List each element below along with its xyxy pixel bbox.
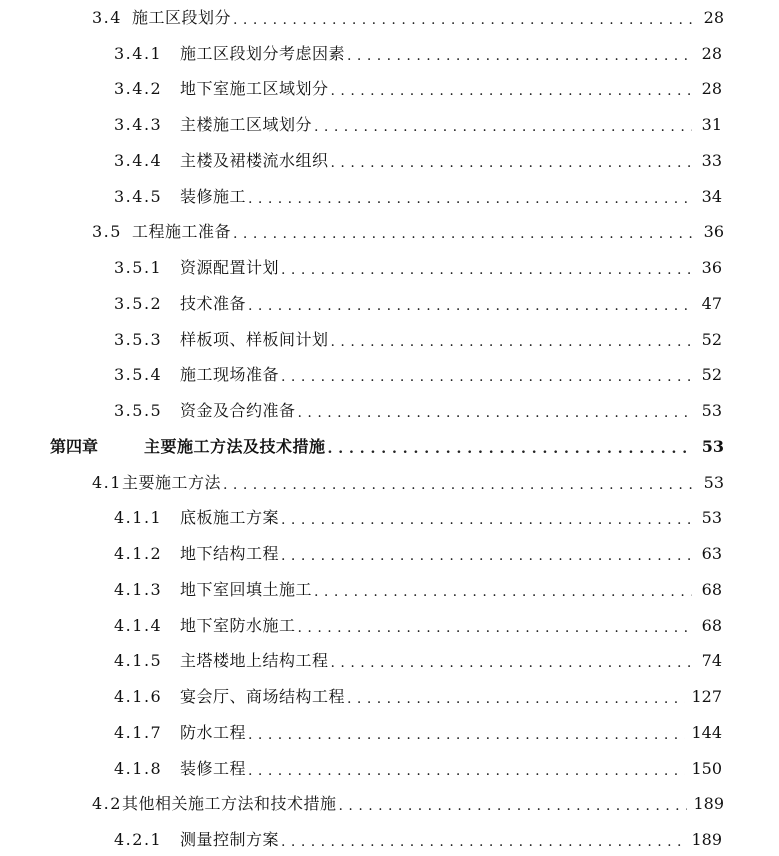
toc-entry-number: 3.4.4	[114, 151, 163, 170]
dot-leader	[281, 544, 692, 568]
toc-entry-4-1[interactable]	[92, 471, 724, 495]
dot-leader	[314, 115, 692, 139]
toc-entry-4-1-5[interactable]	[114, 649, 722, 673]
toc-entry-3-5-2[interactable]	[114, 292, 722, 316]
toc-entry-page: 36	[701, 258, 722, 277]
toc-entry-number: 4.1.6	[114, 687, 163, 706]
dot-leader	[248, 759, 685, 783]
dot-leader	[281, 508, 692, 532]
toc-chapter-number: 第四章	[50, 437, 99, 456]
toc-entry-4-1-3[interactable]	[114, 578, 722, 602]
toc-entry-number: 4.1.8	[114, 759, 163, 778]
toc-entry-title: 底板施工方案	[180, 508, 280, 527]
dot-leader	[248, 187, 692, 211]
toc-entry-page: 52	[701, 365, 722, 384]
toc-entry-number: 3.4	[92, 8, 122, 27]
toc-entry-page: 33	[701, 151, 722, 170]
toc-entry-page: 189	[691, 830, 722, 849]
toc-entry-title: 防水工程	[180, 723, 247, 742]
dot-leader	[223, 473, 694, 497]
toc-entry-4-1-8[interactable]	[114, 757, 722, 781]
toc-entry-number: 3.4.3	[114, 115, 163, 134]
dot-leader	[347, 44, 692, 68]
toc-entry-page: 127	[691, 687, 722, 706]
toc-entry-title: 测量控制方案	[180, 830, 280, 849]
toc-entry-3-4-1[interactable]	[114, 42, 722, 66]
toc-entry-4-1-6[interactable]	[114, 685, 722, 709]
toc-entry-4-1-7[interactable]	[114, 721, 722, 745]
toc-entry-page: 53	[703, 473, 724, 492]
dot-leader	[281, 365, 692, 389]
toc-chapter-4[interactable]	[50, 435, 724, 459]
toc-entry-page: 53	[701, 401, 722, 420]
toc-entry-page: 68	[701, 580, 722, 599]
toc-entry-page: 28	[701, 44, 722, 63]
toc-entry-4-2-1[interactable]	[114, 828, 722, 852]
toc-entry-title: 样板项、样板间计划	[180, 330, 329, 349]
toc-entry-title: 资源配置计划	[180, 258, 280, 277]
toc-entry-page: 68	[701, 616, 722, 635]
toc-entry-3-4-5[interactable]	[114, 185, 722, 209]
toc-entry-number: 4.1.7	[114, 723, 163, 742]
dot-leader	[314, 580, 692, 604]
toc-entry-page: 63	[701, 544, 722, 563]
dot-leader	[331, 79, 692, 103]
toc-entry-page: 47	[701, 294, 722, 313]
toc-entry-number: 3.5.1	[114, 258, 163, 277]
toc-entry-3-4[interactable]	[92, 6, 724, 30]
toc-entry-number: 3.5.3	[114, 330, 163, 349]
toc-entry-number: 4.1.2	[114, 544, 163, 563]
toc-entry-page: 28	[703, 8, 724, 27]
toc-entry-title: 地下室回填土施工	[180, 580, 313, 599]
toc-entry-number: 4.1.3	[114, 580, 163, 599]
dot-leader	[298, 401, 692, 425]
toc-entry-title: 装修工程	[180, 759, 247, 778]
toc-entry-title: 宴会厅、商场结构工程	[180, 687, 346, 706]
toc-entry-title: 资金及合约准备	[180, 401, 296, 420]
toc-entry-number: 4.2.1	[114, 830, 163, 849]
toc-entry-number: 3.4.5	[114, 187, 163, 206]
dot-leader	[281, 258, 692, 282]
toc-entry-number: 3.4.2	[114, 79, 163, 98]
toc-entry-page: 74	[701, 651, 722, 670]
dot-leader	[248, 294, 692, 318]
toc-entry-3-5-1[interactable]	[114, 256, 722, 280]
toc-entry-3-5-5[interactable]	[114, 399, 722, 423]
toc-entry-title: 装修施工	[180, 187, 247, 206]
toc-entry-page: 189	[693, 794, 724, 813]
toc-chapter-title: 主要施工方法及技术措施	[144, 437, 326, 456]
dot-leader	[248, 723, 685, 747]
toc-entry-title: 技术准备	[180, 294, 247, 313]
dot-leader	[331, 330, 692, 354]
toc-entry-3-4-3[interactable]	[114, 113, 722, 137]
toc-entry-number: 3.5.4	[114, 365, 163, 384]
dot-leader	[281, 830, 685, 854]
dot-leader	[331, 651, 692, 675]
toc-entry-number: 3.4.1	[114, 44, 163, 63]
toc-entry-title: 施工区段划分	[132, 8, 232, 27]
toc-entry-page: 144	[691, 723, 722, 742]
toc-entry-number: 4.1.5	[114, 651, 163, 670]
toc-entry-4-1-1[interactable]	[114, 506, 722, 530]
dot-leader	[298, 616, 692, 640]
toc-entry-title: 施工现场准备	[180, 365, 280, 384]
toc-entry-page: 150	[691, 759, 722, 778]
toc-entry-page: 34	[701, 187, 722, 206]
toc-entry-title: 施工区段划分考虑因素	[180, 44, 346, 63]
toc-entry-3-4-2[interactable]	[114, 77, 722, 101]
dot-leader	[233, 222, 694, 246]
toc-entry-4-2[interactable]	[92, 792, 724, 816]
dot-leader	[331, 151, 692, 175]
toc-entry-number: 3.5	[92, 222, 122, 241]
dot-leader	[328, 437, 694, 461]
toc-entry-title: 主楼施工区域划分	[180, 115, 313, 134]
toc-entry-number: 4.2	[92, 794, 122, 813]
toc-entry-title: 主要施工方法	[122, 473, 222, 492]
toc-entry-page: 36	[703, 222, 724, 241]
toc-entry-3-5[interactable]	[92, 220, 724, 244]
toc-entry-title: 地下室施工区域划分	[180, 79, 329, 98]
toc-entry-number: 3.5.5	[114, 401, 163, 420]
toc-entry-page: 53	[701, 508, 722, 527]
toc-entry-page: 52	[701, 330, 722, 349]
dot-leader	[233, 8, 694, 32]
toc-entry-title: 主楼及裙楼流水组织	[180, 151, 329, 170]
toc-entry-number: 3.5.2	[114, 294, 163, 313]
toc-entry-number: 4.1.4	[114, 616, 163, 635]
toc-entry-title: 其他相关施工方法和技术措施	[122, 794, 337, 813]
toc-entry-number: 4.1	[92, 473, 122, 492]
toc-entry-title: 工程施工准备	[132, 222, 232, 241]
toc-entry-number: 4.1.1	[114, 508, 163, 527]
dot-leader	[347, 687, 685, 711]
toc-entry-3-4-4[interactable]	[114, 149, 722, 173]
toc-entry-3-5-3[interactable]	[114, 328, 722, 352]
toc-entry-page: 53	[701, 437, 724, 456]
toc-entry-3-5-4[interactable]	[114, 363, 722, 387]
toc-entry-4-1-4[interactable]	[114, 614, 722, 638]
toc-entry-page: 31	[701, 115, 722, 134]
dot-leader	[339, 794, 688, 818]
toc-entry-4-1-2[interactable]	[114, 542, 722, 566]
toc-entry-title: 主塔楼地上结构工程	[180, 651, 329, 670]
toc-entry-page: 28	[701, 79, 722, 98]
toc-entry-title: 地下结构工程	[180, 544, 280, 563]
toc-entry-title: 地下室防水施工	[180, 616, 296, 635]
